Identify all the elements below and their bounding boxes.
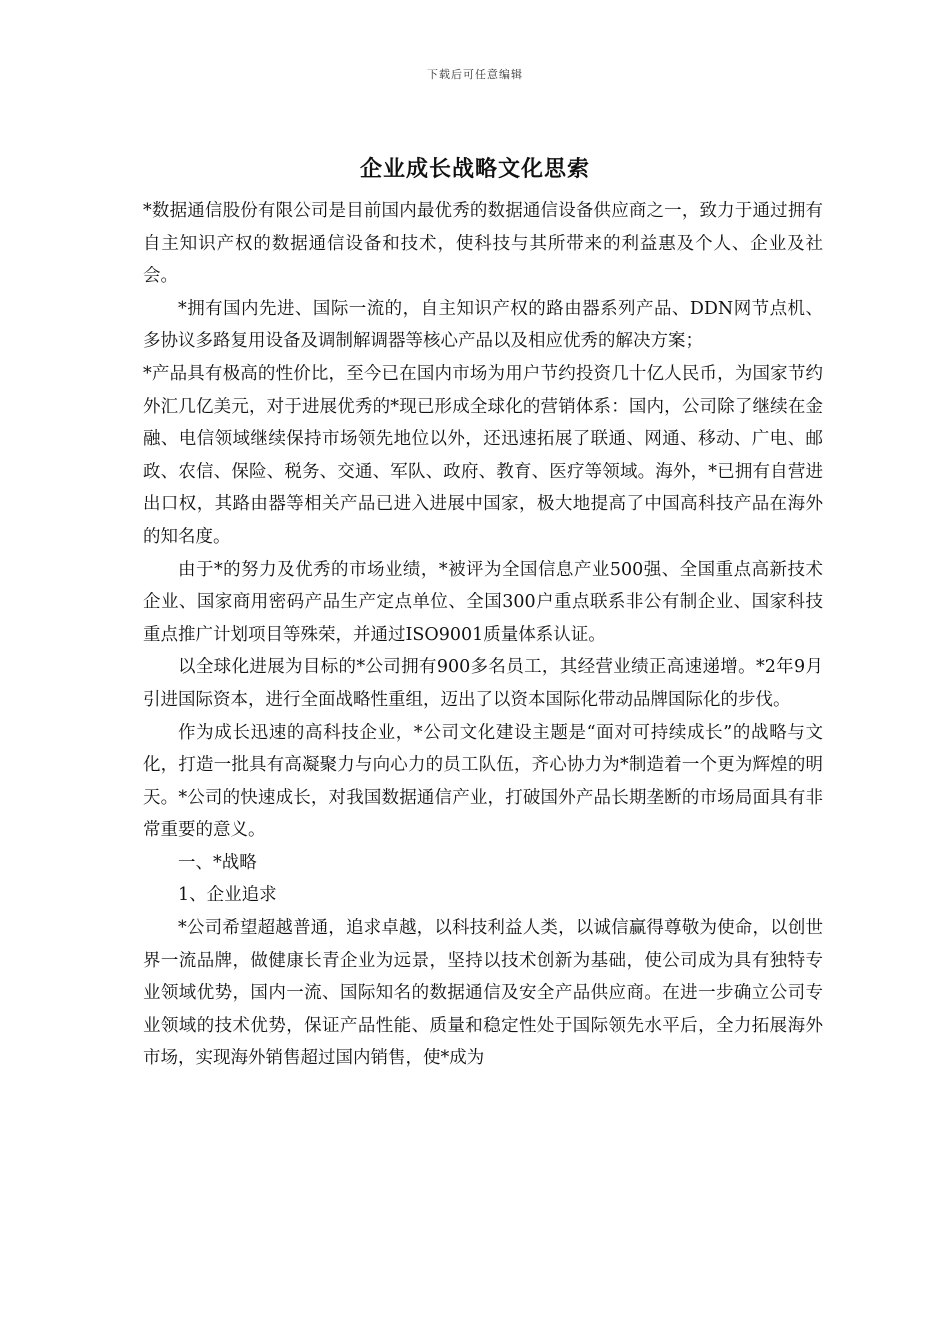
paragraph-7: *公司希望超越普通，追求卓越，以科技利益人类，以诚信赢得尊敬为使命，以创世界一流品牌，做健康长青企业为远景，坚持以技术创新为基础，使公司成为具有独特专业领域优势，国内一流、国际知名的数据通信及安全产品供应商。在进一步确立公司专业领域的技术优势，保证产品性能、质量和稳定性处于国际领先水平后，全力拓展海外市场，实现海外销售超过国内销售，使*成为 xyxy=(143,918,823,1069)
paragraph-4: 由于*的努力及优秀的市场业绩，*被评为全国信息产业500强、全国重点高新技术企业、国家商用密码产品生产定点单位、全国300户重点联系非公有制企业、国家科技重点推广计划项目等殊荣，并通过ISO9001质量体系认证。 xyxy=(143,559,823,645)
paragraph-3: *产品具有极高的性价比，至今已在国内市场为用户节约投资几十亿人民币，为国家节约外汇几亿美元，对于进展优秀的*现已形成全球化的营销体系：国内，公司除了继续在金融、电信领域继续保持市场领先地位以外，还迅速拓展了联通、网通、移动、广电、邮政、农信、保险、税务、交通、军队、政府、教育、医疗等领域。海外，*已拥有自营进出口权，其路由器等相关产品已进入进展中国家，极大地提高了中国高科技产品在海外的知名度。 xyxy=(143,363,823,547)
document-body xyxy=(143,195,823,1075)
page-header-note: 下载后可任意编辑 xyxy=(427,68,523,81)
subsection-heading-pursuit: 1、企业追求 xyxy=(178,885,277,906)
paragraph-2: *拥有国内先进、国际一流的，自主知识产权的路由器系列产品、DDN网节点机、多协议多路复用设备及调制解调器等核心产品以及相应优秀的解决方案； xyxy=(143,298,823,352)
paragraph-6: 作为成长迅速的高科技企业，*公司文化建设主题是“面对可持续成长”的战略与文化，打造一批具有高凝聚力与向心力的员工队伍，齐心协力为*制造着一个更为辉煌的明天。*公司的快速成长，对我国数据通信产业，打破国外产品长期垄断的市场局面具有非常重要的意义。 xyxy=(143,722,823,841)
paragraph-5: 以全球化进展为目标的*公司拥有900多名员工，其经营业绩正高速递增。*2年9月引进国际资本，进行全面战略性重组，迈出了以资本国际化带动品牌国际化的步伐。 xyxy=(143,657,823,710)
document-title: 企业成长战略文化思索 xyxy=(359,156,590,182)
section-heading-strategy: 一、*战略 xyxy=(178,852,257,873)
paragraph-1: *数据通信股份有限公司是目前国内最优秀的数据通信设备供应商之一，致力于通过拥有自主知识产权的数据通信设备和技术，使科技与其所带来的利益惠及个人、企业及社会。 xyxy=(143,201,823,287)
